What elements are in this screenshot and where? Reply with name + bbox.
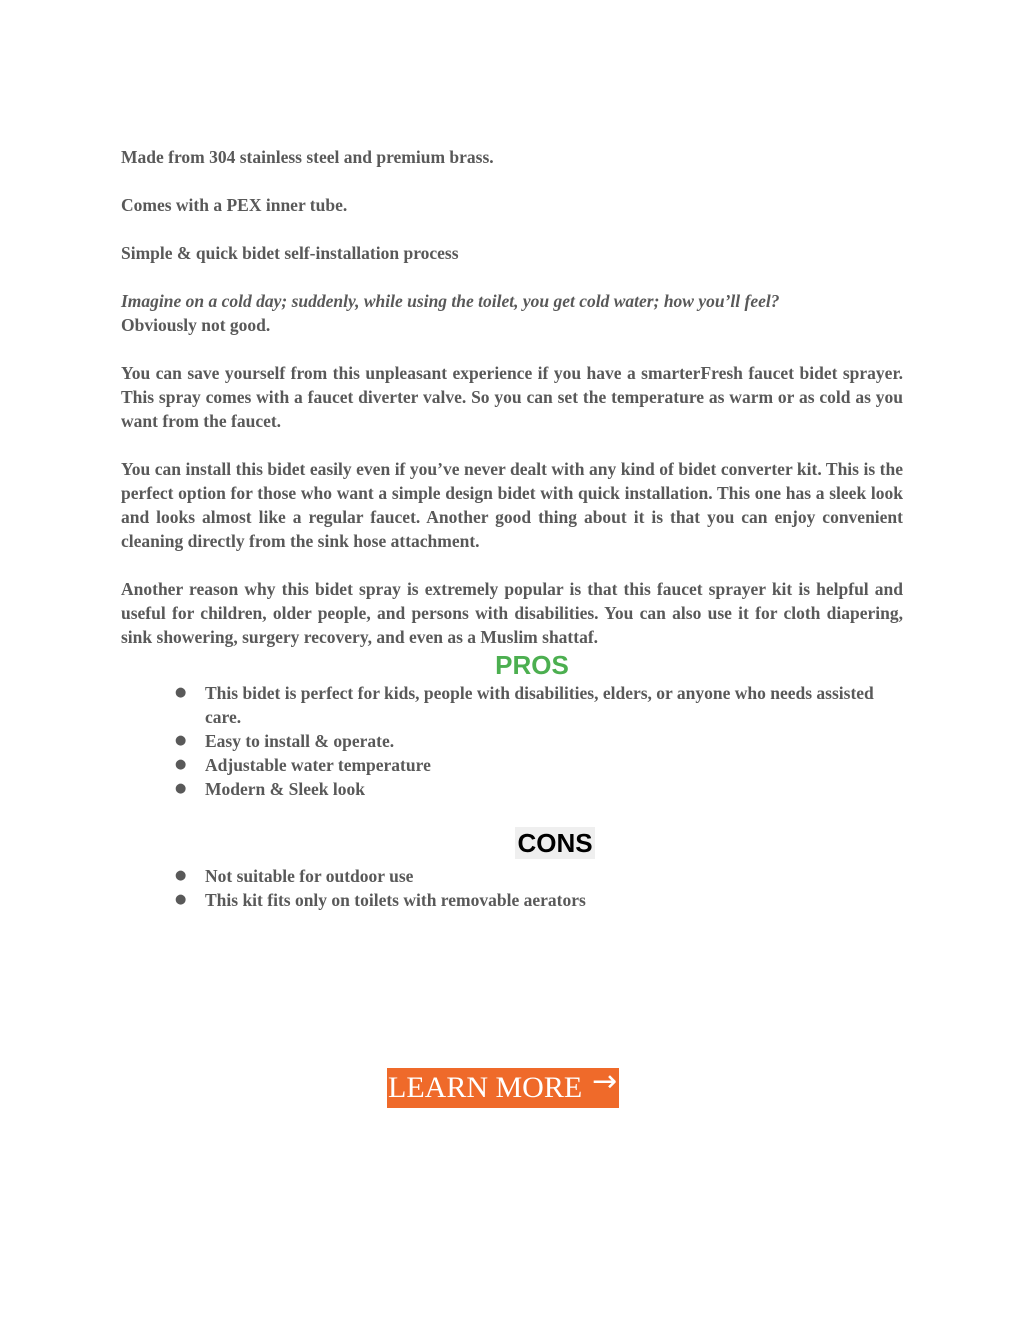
pros-list	[121, 681, 903, 801]
document-body	[121, 145, 903, 912]
paragraph-installation: Simple & quick bidet self-installation process	[121, 243, 459, 263]
learn-more-wrap	[387, 1064, 619, 1108]
cons-heading: CONS	[517, 828, 593, 858]
paragraph-popular: Another reason why this bidet spray is extremely popular is that this faucet sprayer kit is helpful and useful for children, older people, and persons with disabilities. You can also use it for cloth diapering, sink showering, surgery recovery, and even as a Muslim shattaf.	[121, 579, 903, 647]
paragraph-easy-install: You can install this bidet easily even if you’ve never dealt with any kind of bidet converter kit. This is the perfect option for those who want a simple design bidet with quick installation. This one has a sleek look and looks almost like a regular faucet. Another good thing about it is that you can enjoy convenient cleaning directly from the sink hose attachment.	[121, 459, 903, 551]
list-item: ● Not suitable for outdoor use	[175, 866, 414, 886]
list-item: ● This bidet is perfect for kids, people with disabilities, elders, or anyone who needs assisted care.	[175, 683, 874, 727]
pros-heading: PROS	[495, 650, 569, 680]
paragraph-cold-day-italic: Imagine on a cold day; suddenly, while using the toilet, you get cold water; how you’ll feel?	[121, 291, 780, 311]
list-item: ● Modern & Sleek look	[175, 779, 365, 799]
list-item: ● This kit fits only on toilets with removable aerators	[175, 890, 586, 910]
cons-heading-wrap	[121, 827, 903, 864]
bullet-icon: ●	[175, 757, 187, 772]
paragraph-diverter-valve: You can save yourself from this unpleasant experience if you have a smarterFresh faucet bidet sprayer. This spray comes with a faucet diverter valve. So you can set the temperature as warm or as cold as you want from the faucet.	[121, 363, 903, 431]
cons-list	[121, 864, 903, 912]
bullet-icon: ●	[175, 781, 187, 796]
list-item: ● Easy to install & operate.	[175, 731, 395, 751]
learn-more-button[interactable]	[387, 1064, 619, 1108]
learn-more-label: LEARN MORE	[388, 1071, 583, 1104]
paragraph-pex-tube: Comes with a PEX inner tube.	[121, 195, 348, 215]
bullet-icon: ●	[175, 733, 187, 748]
paragraph-material: Made from 304 stainless steel and premium brass.	[121, 147, 494, 167]
list-item: ● Adjustable water temperature	[175, 755, 431, 775]
bullet-icon: ●	[175, 685, 187, 700]
paragraph-cold-day-rest: Obviously not good.	[121, 315, 271, 335]
bullet-icon: ●	[175, 892, 187, 907]
paragraph-cold-day	[121, 289, 903, 337]
arrow-right-icon: →	[592, 1064, 618, 1099]
bullet-icon: ●	[175, 868, 187, 883]
